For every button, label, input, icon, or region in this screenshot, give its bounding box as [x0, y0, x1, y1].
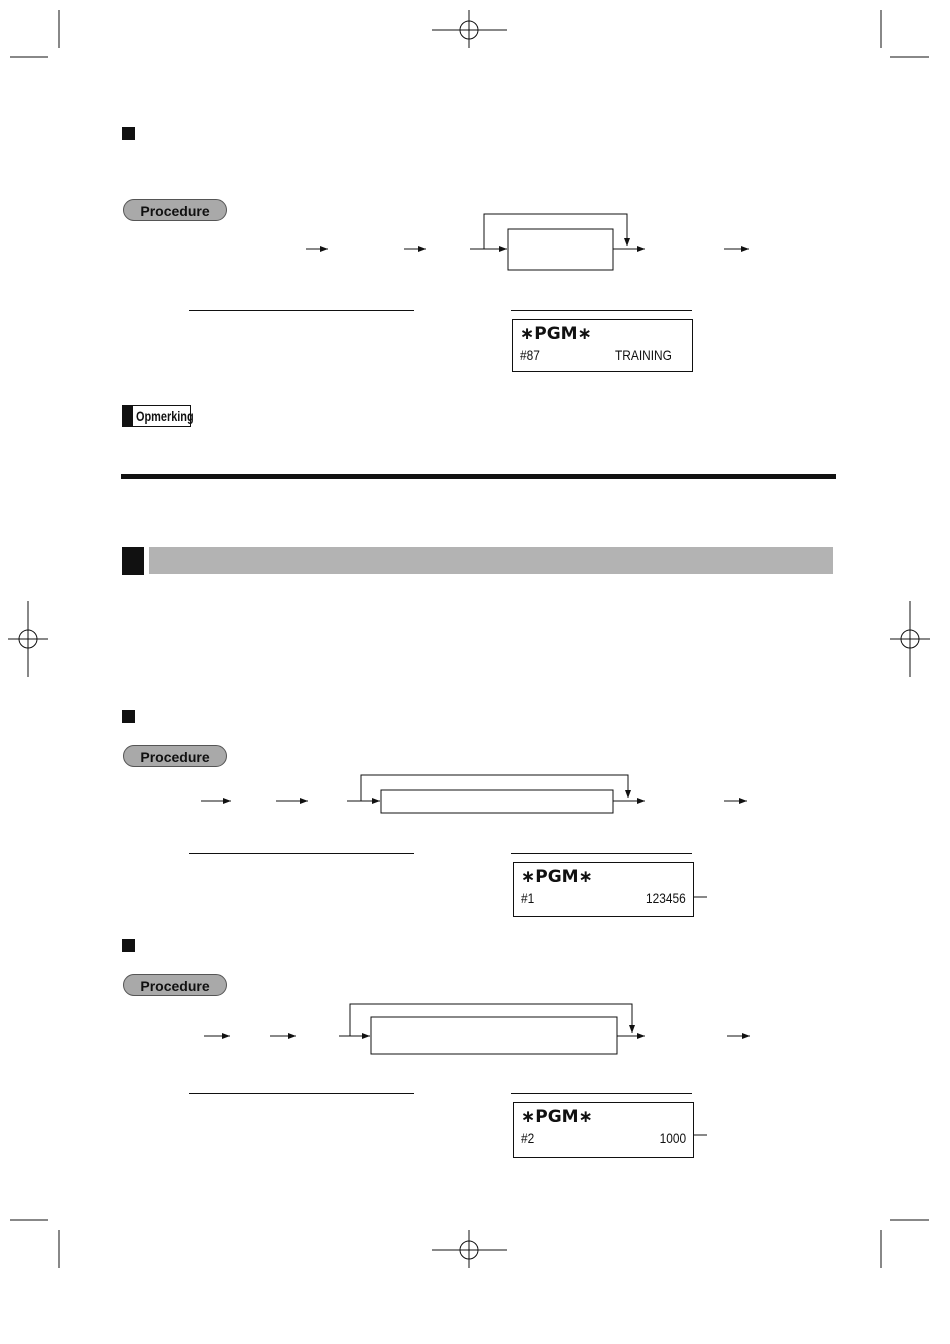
section-header-band	[149, 547, 833, 574]
divider-right	[511, 310, 692, 311]
note-badge-bar	[123, 406, 133, 426]
section-separator	[121, 474, 836, 479]
display-title: ∗PGM∗	[521, 867, 593, 887]
divider-left	[189, 1093, 414, 1094]
pgm-display	[513, 1102, 694, 1158]
display-value: 123456	[646, 890, 686, 906]
divider-left	[189, 853, 414, 854]
display-code: #1	[521, 890, 535, 906]
display-leaders	[692, 897, 707, 1135]
divider-left	[189, 310, 414, 311]
display-code: #2	[521, 1130, 535, 1146]
section-bullet	[122, 939, 135, 952]
section-bullet	[122, 710, 135, 723]
flow-2	[201, 775, 747, 813]
procedure-label: Procedure	[123, 199, 227, 221]
flow-1	[306, 214, 749, 270]
note-label: Opmerking	[136, 408, 194, 424]
display-title: ∗PGM∗	[521, 1107, 593, 1127]
pgm-display	[512, 319, 693, 372]
procedure-label: Procedure	[123, 974, 227, 996]
display-title: ∗PGM∗	[520, 324, 592, 344]
divider-right	[511, 853, 692, 854]
section-header-block	[122, 547, 144, 575]
divider-right	[511, 1093, 692, 1094]
display-code: #87	[520, 347, 540, 363]
procedure-label: Procedure	[123, 745, 227, 767]
pgm-display	[513, 862, 694, 917]
flow-3	[204, 1004, 750, 1054]
note-badge	[122, 405, 194, 427]
display-value: 1000	[659, 1130, 686, 1146]
section-bullet	[122, 127, 135, 140]
display-value: TRAINING	[615, 347, 672, 363]
